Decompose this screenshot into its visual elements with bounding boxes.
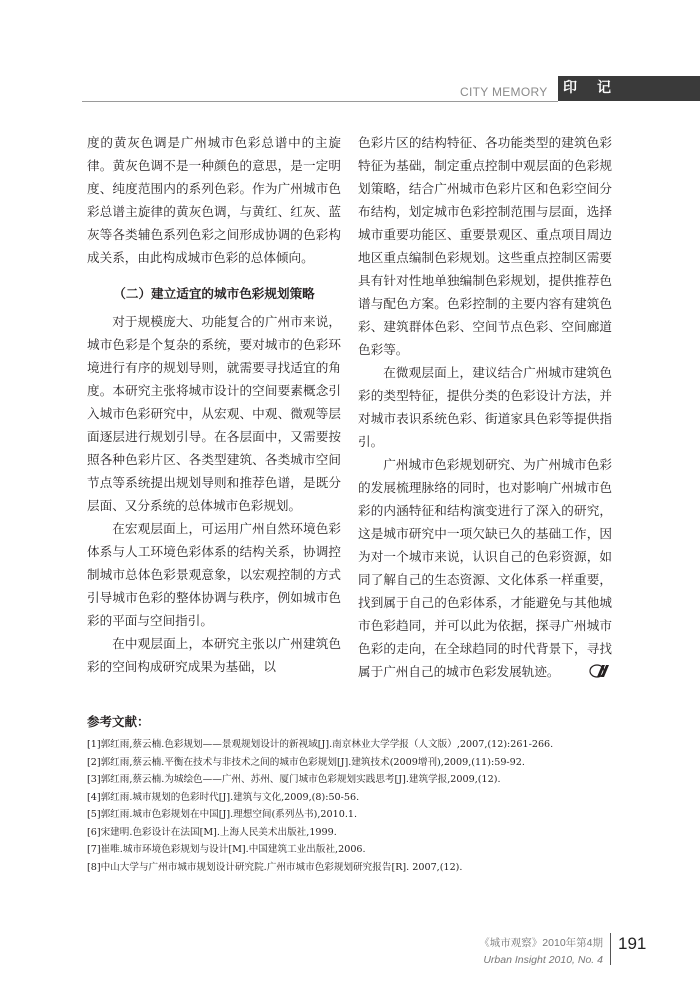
paragraph: 在宏观层面上，可运用广州自然环境色彩体系与人工环境色彩体系的结构关系，协调控制城市总体色彩景观意象，以宏观控制的方式引导城市色彩的整体协调与秩序，例如城市色彩的平面与空间指引。 [87,521,341,628]
journal-name-cn: 《城市观察》2010年第4期 [479,937,603,949]
section-label-box [558,76,700,101]
reference-item: [6]宋建明.色彩设计在法国[M].上海人民美术出版社,1999. [87,826,337,838]
paragraph: 在微观层面上，建议结合广州城市建筑色彩的类型特征，提供分类的色彩设计方法，并对城市表识系统色彩、街道家具色彩等提供指引。 [358,365,612,449]
reference-item: [3]郭红雨,蔡云楠.为城绘色——广州、苏州、厦门城市色彩规划实践思考[J].建筑学报,2009,(12). [87,774,501,785]
journal-logo-end-mark-icon [564,662,584,676]
paragraph-text: 广州城市色彩规划研究、为广州城市色彩的发展梳理脉络的同时，也对影响广州城市色彩的内涵特征和结构演变进行了深入的研究，这是城市研究中一项欠缺已久的基础工作，因为对一个城市来说，认识自己的色彩资源，如同了解自己的生态资源、文化体系一样重要，找到属于自己的色彩体系，才能避免与其他城市色彩趋同，并可以此为依据，探寻广州城市色彩的走向，在全球趋同的时代背景下，寻找属于广州自己的城市色彩发展轨迹。 [358,457,612,679]
page-number: 191 [618,934,647,953]
reference-item: [7]崔唯.城市环境色彩规划与设计[M].中国建筑工业出版社,2006. [87,844,366,855]
reference-item: [5]郭红雨.城市色彩规划在中国[J].理想空间(系列丛书),2010.1. [87,809,358,820]
header-rule [82,101,558,102]
left-column [87,131,341,678]
paragraph: 在中观层面上，本研究主张以广州建筑色彩的空间构成研究成果为基础，以 [87,636,341,674]
reference-list [87,736,612,876]
reference-item: [1]郭红雨,蔡云楠.色彩规划——景观规划设计的新视域[J].南京林业大学学报（人文版）,2007,(12):261-266. [87,739,554,750]
references [87,712,612,876]
paragraph: 度的黄灰色调是广州城市色彩总谱中的主旋律。黄灰色调不是一种颜色的意思，是一定明度、纯度范围内的系列色彩。作为广州城市色彩总谱主旋律的黄灰色调，与黄红、红灰、蓝灰等各类辅色系列色彩之间形成协调的色彩构成关系，由此构成城市色彩的总体倾向。 [87,135,341,265]
journal-name-en: Urban Insight 2010, No. 4 [483,954,603,966]
paragraph: 色彩片区的结构特征、各功能类型的建筑色彩特征为基础，制定重点控制中观层面的色彩规划策略，结合广州城市色彩片区和色彩空间分布结构，划定城市色彩控制范围与层面，选择城市重要功能区、重要景观区、重点项目周边地区重点编制色彩规划。这些重点控制区需要具有针对性地单独编制色彩规划，提供推荐色谱与配色方案。色彩控制的主要内容有建筑色彩、建筑群体色彩、空间节点色彩、空间廊道色彩等。 [358,135,612,357]
references-title: 参考文献： [87,714,150,729]
reference-item: [4]郭红雨.城市规划的色彩时代[J].建筑与文化,2009,(8):50-56. [87,791,360,803]
paragraph [358,453,612,683]
right-column [358,131,612,683]
reference-item: [8]中山大学与广州市城市规划设计研究院.广州市城市色彩规划研究报告[R]. 2007,(12). [87,861,463,873]
paragraph: 对于规模庞大、功能复合的广州市来说，城市色彩是个复杂的系统，要对城市的色彩环境进行有序的规划导则，就需要寻找适宜的角度。本研究主张将城市设计的空间要素概念引入城市色彩研究中，从宏观、中观、微观等层面逐层进行规划引导。在各层面中，又需要按照各种色彩片区、各类型建筑、各类城市空间节点等系统提出规划导则和推荐色谱，是既分层面、又分系统的总体城市色彩规划。 [87,314,341,513]
footer-journal-info [380,935,603,969]
reference-item: [2]郭红雨,蔡云楠.平衡在技术与非技术之间的城市色彩规划[J].建筑技术(2009增刊),2009,(11):59-92. [87,756,525,768]
section-heading: （二）建立适宜的城市色彩规划策略 [113,286,315,301]
section-label: 印 记 [563,80,614,96]
section-tag: CITY MEMORY [460,85,548,99]
footer-divider [610,933,611,965]
